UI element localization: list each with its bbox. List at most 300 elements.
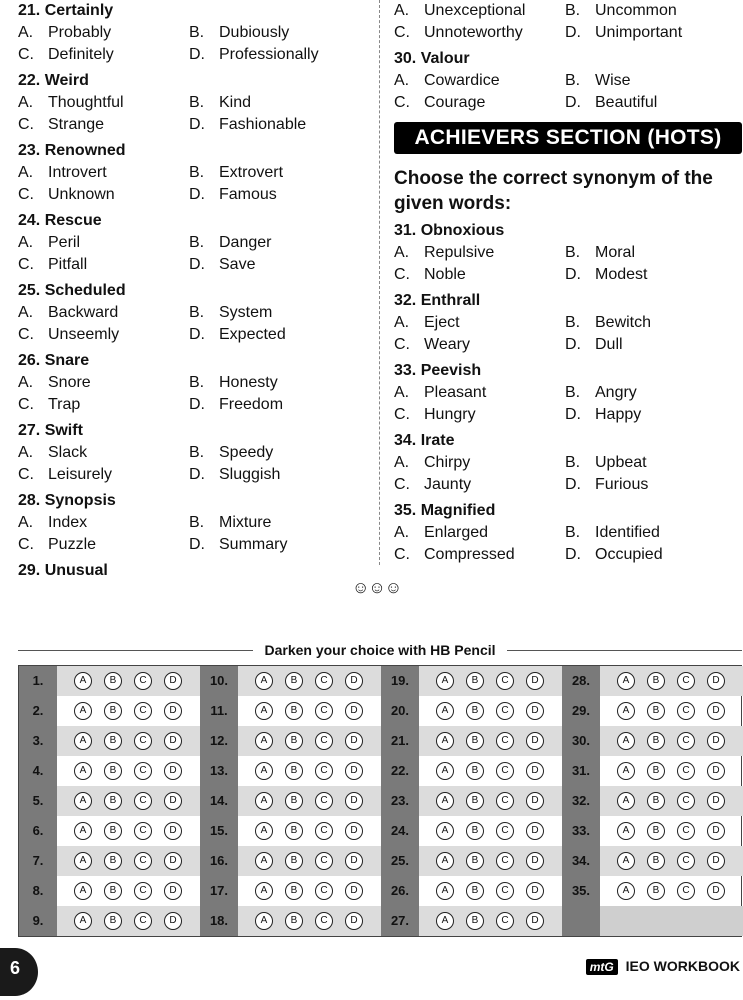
answer-option[interactable] xyxy=(394,92,485,114)
answer-bubble-d[interactable]: D xyxy=(345,912,363,930)
option-letter: A. xyxy=(18,514,34,531)
answer-option[interactable] xyxy=(18,442,87,464)
option-text: Upbeat xyxy=(595,454,647,471)
answer-option[interactable] xyxy=(189,324,286,346)
answer-bubble-a[interactable]: A xyxy=(617,762,635,780)
option-letter: C. xyxy=(18,326,34,343)
option-letter: D. xyxy=(189,466,205,483)
answer-bubble-d[interactable]: D xyxy=(526,822,544,840)
answer-option[interactable] xyxy=(189,534,287,556)
option-letter: B. xyxy=(189,24,205,41)
answer-option[interactable] xyxy=(18,534,96,556)
answer-bubble-d[interactable]: D xyxy=(526,912,544,930)
answer-bubble-c[interactable]: C xyxy=(677,762,695,780)
answer-bubble-d[interactable]: D xyxy=(526,702,544,720)
answer-bubble-d[interactable]: D xyxy=(707,672,725,690)
answer-bubble-d[interactable]: D xyxy=(164,882,182,900)
option-text: Leisurely xyxy=(48,466,113,483)
answer-bubble-c[interactable]: C xyxy=(134,882,152,900)
bubble-group xyxy=(419,816,562,846)
answer-bubble-a[interactable]: A xyxy=(74,822,92,840)
answer-bubble-c[interactable]: C xyxy=(496,702,514,720)
answer-bubble-d[interactable]: D xyxy=(707,762,725,780)
answer-bubble-c[interactable]: C xyxy=(496,672,514,690)
answer-option[interactable] xyxy=(18,92,124,114)
answer-option[interactable] xyxy=(394,22,523,44)
answer-bubble-c[interactable]: C xyxy=(677,792,695,810)
answer-bubble-d[interactable]: D xyxy=(345,762,363,780)
answer-bubble-b[interactable]: B xyxy=(104,792,122,810)
answer-bubble-b[interactable]: B xyxy=(285,732,303,750)
answer-bubble-d[interactable]: D xyxy=(707,702,725,720)
option-letter: C. xyxy=(394,24,410,41)
answer-option[interactable] xyxy=(394,242,494,264)
answer-option[interactable] xyxy=(565,522,660,544)
option-text: Unknown xyxy=(48,186,115,203)
answer-option[interactable] xyxy=(565,474,648,496)
answer-row xyxy=(381,666,562,696)
answer-bubble-a[interactable]: A xyxy=(255,702,273,720)
answer-bubble-a[interactable]: A xyxy=(617,852,635,870)
option-row xyxy=(394,312,742,334)
option-text: Occupied xyxy=(595,546,663,563)
answer-bubble-c[interactable]: C xyxy=(134,792,152,810)
answer-option[interactable] xyxy=(189,512,271,534)
answer-option[interactable] xyxy=(189,184,277,206)
option-letter: D. xyxy=(565,336,581,353)
answer-bubble-d[interactable]: D xyxy=(164,762,182,780)
answer-bubble-b[interactable]: B xyxy=(647,762,665,780)
answer-row xyxy=(200,696,381,726)
answer-bubble-a[interactable]: A xyxy=(436,852,454,870)
bubble-group xyxy=(238,726,381,756)
answer-bubble-b[interactable]: B xyxy=(104,822,122,840)
answer-bubble-a[interactable]: A xyxy=(74,732,92,750)
answer-bubble-c[interactable]: C xyxy=(496,852,514,870)
option-letter: D. xyxy=(189,116,205,133)
bubble-group xyxy=(419,846,562,876)
answer-bubble-d[interactable]: D xyxy=(707,852,725,870)
question-title: 34. Irate xyxy=(394,432,455,449)
answer-option[interactable] xyxy=(565,404,641,426)
answer-bubble-d[interactable]: D xyxy=(707,822,725,840)
answer-option[interactable] xyxy=(189,232,271,254)
answer-bubble-c[interactable]: C xyxy=(315,732,333,750)
bubble-group xyxy=(238,876,381,906)
answer-bubble-c[interactable]: C xyxy=(677,732,695,750)
option-row xyxy=(18,254,363,276)
answer-bubble-c[interactable]: C xyxy=(134,762,152,780)
hots-banner: ACHIEVERS SECTION (HOTS) xyxy=(394,122,742,154)
answer-bubble-c[interactable]: C xyxy=(496,792,514,810)
answer-bubble-a[interactable]: A xyxy=(74,702,92,720)
option-text: Slack xyxy=(48,444,88,461)
answer-bubble-c[interactable]: C xyxy=(134,702,152,720)
option-text: Jaunty xyxy=(424,476,472,493)
answer-bubble-b[interactable]: B xyxy=(104,732,122,750)
answer-bubble-c[interactable]: C xyxy=(134,912,152,930)
answer-bubble-c[interactable]: C xyxy=(496,882,514,900)
answer-bubble-b[interactable]: B xyxy=(647,822,665,840)
answer-bubble-b[interactable]: B xyxy=(104,672,122,690)
answer-option[interactable] xyxy=(565,452,647,474)
answer-row xyxy=(19,846,200,876)
option-text: Courage xyxy=(424,94,486,111)
answer-option[interactable] xyxy=(565,70,631,92)
answer-sheet-header xyxy=(18,640,742,660)
left-column xyxy=(18,0,363,582)
answer-row xyxy=(200,816,381,846)
answer-row xyxy=(562,786,743,816)
answer-bubble-c[interactable]: C xyxy=(677,852,695,870)
option-letter: C. xyxy=(394,266,410,283)
answer-bubble-b[interactable]: B xyxy=(466,912,484,930)
answer-bubble-a[interactable]: A xyxy=(74,762,92,780)
answer-bubble-a[interactable]: A xyxy=(617,792,635,810)
answer-option[interactable] xyxy=(189,372,278,394)
answer-bubble-b[interactable]: B xyxy=(466,882,484,900)
option-text: Furious xyxy=(595,476,649,493)
answer-bubble-d[interactable]: D xyxy=(345,792,363,810)
answer-bubble-c[interactable]: C xyxy=(315,822,333,840)
answer-bubble-d[interactable]: D xyxy=(164,912,182,930)
answer-row xyxy=(200,666,381,696)
answer-bubble-d[interactable]: D xyxy=(526,792,544,810)
question-number: 27. xyxy=(390,913,410,928)
answer-option[interactable] xyxy=(18,44,114,66)
answer-bubble-c[interactable]: C xyxy=(315,882,333,900)
option-letter: D. xyxy=(189,326,205,343)
answer-option[interactable] xyxy=(189,394,283,416)
answer-bubble-c[interactable]: C xyxy=(315,792,333,810)
answer-bubble-b[interactable]: B xyxy=(647,732,665,750)
answer-bubble-a[interactable]: A xyxy=(436,912,454,930)
answer-bubble-a[interactable]: A xyxy=(74,852,92,870)
answer-bubble-d[interactable]: D xyxy=(164,852,182,870)
option-text: Moral xyxy=(595,244,636,261)
answer-row xyxy=(381,786,562,816)
option-text: Compressed xyxy=(424,546,515,563)
answer-row xyxy=(562,816,743,846)
answer-bubble-b[interactable]: B xyxy=(285,762,303,780)
answer-bubble-c[interactable]: C xyxy=(134,852,152,870)
answer-bubble-b[interactable]: B xyxy=(466,852,484,870)
answer-bubble-b[interactable]: B xyxy=(104,882,122,900)
answer-option[interactable] xyxy=(394,0,525,22)
answer-bubble-b[interactable]: B xyxy=(285,672,303,690)
answer-option[interactable] xyxy=(394,544,515,566)
answer-bubble-a[interactable]: A xyxy=(255,672,273,690)
answer-bubble-c[interactable]: C xyxy=(496,762,514,780)
answer-bubble-b[interactable]: B xyxy=(285,822,303,840)
question-number: 35. xyxy=(571,883,591,898)
answer-option[interactable] xyxy=(189,44,319,66)
answer-row xyxy=(200,876,381,906)
answer-bubble-b[interactable]: B xyxy=(647,672,665,690)
answer-bubble-b[interactable]: B xyxy=(285,882,303,900)
answer-bubble-d[interactable]: D xyxy=(164,672,182,690)
answer-bubble-d[interactable]: D xyxy=(707,882,725,900)
question-number: 10. xyxy=(209,673,229,688)
option-text: Probably xyxy=(48,24,112,41)
answer-bubble-a[interactable]: A xyxy=(74,672,92,690)
answer-bubble-b[interactable]: B xyxy=(104,852,122,870)
option-row xyxy=(394,522,742,544)
answer-bubble-a[interactable]: A xyxy=(255,882,273,900)
answer-bubble-a[interactable]: A xyxy=(255,912,273,930)
bubble-group xyxy=(419,876,562,906)
option-row xyxy=(394,382,742,404)
answer-option[interactable] xyxy=(18,254,87,276)
answer-bubble-b[interactable]: B xyxy=(285,792,303,810)
answer-option[interactable] xyxy=(565,22,682,44)
answer-bubble-b[interactable]: B xyxy=(466,762,484,780)
answer-option[interactable] xyxy=(394,404,476,426)
answer-bubble-b[interactable]: B xyxy=(647,702,665,720)
answer-bubble-a[interactable]: A xyxy=(436,732,454,750)
answer-option[interactable] xyxy=(18,22,111,44)
option-letter: C. xyxy=(18,46,34,63)
answer-option[interactable] xyxy=(189,162,283,184)
option-text: Index xyxy=(48,514,88,531)
option-letter: C. xyxy=(18,536,34,553)
answer-bubble-a[interactable]: A xyxy=(436,672,454,690)
option-letter: B. xyxy=(189,374,205,391)
answer-bubble-c[interactable]: C xyxy=(315,852,333,870)
answer-option[interactable] xyxy=(18,184,115,206)
answer-option[interactable] xyxy=(394,452,470,474)
answer-option[interactable] xyxy=(394,312,460,334)
question-item xyxy=(18,420,363,486)
question-item xyxy=(394,360,742,426)
option-letter: D. xyxy=(189,536,205,553)
answer-option[interactable] xyxy=(18,302,118,324)
option-letter: A. xyxy=(18,374,34,391)
answer-bubble-d[interactable]: D xyxy=(164,822,182,840)
question-item xyxy=(18,350,363,416)
answer-option[interactable] xyxy=(565,242,635,264)
answer-bubble-b[interactable]: B xyxy=(466,822,484,840)
answer-bubble-a[interactable]: A xyxy=(255,732,273,750)
question-title: 25. Scheduled xyxy=(18,282,126,299)
answer-sheet-heading: Darken your choice with HB Pencil xyxy=(264,642,496,658)
option-letter: A. xyxy=(394,384,410,401)
option-text: Danger xyxy=(219,234,272,251)
answer-option[interactable] xyxy=(394,474,471,496)
answer-bubble-a[interactable]: A xyxy=(255,822,273,840)
answer-option[interactable] xyxy=(565,264,647,286)
answer-bubble-d[interactable]: D xyxy=(164,732,182,750)
answer-bubble-a[interactable]: A xyxy=(617,672,635,690)
answer-option[interactable] xyxy=(394,334,470,356)
answer-bubble-d[interactable]: D xyxy=(164,792,182,810)
answer-bubble-c[interactable]: C xyxy=(315,702,333,720)
right-questions-b xyxy=(394,220,742,566)
answer-bubble-d[interactable]: D xyxy=(345,852,363,870)
answer-option[interactable] xyxy=(189,22,289,44)
answer-bubble-b[interactable]: B xyxy=(104,702,122,720)
answer-bubble-c[interactable]: C xyxy=(496,732,514,750)
answer-bubble-a[interactable]: A xyxy=(74,882,92,900)
answer-option[interactable] xyxy=(394,264,466,286)
answer-bubble-a[interactable]: A xyxy=(617,732,635,750)
question-number: 24. xyxy=(390,823,410,838)
answer-bubble-a[interactable]: A xyxy=(436,792,454,810)
answer-bubble-c[interactable]: C xyxy=(134,672,152,690)
answer-bubble-a[interactable]: A xyxy=(436,882,454,900)
bubble-group xyxy=(600,696,743,726)
option-row xyxy=(18,232,363,254)
option-letter: B. xyxy=(565,524,581,541)
answer-bubble-c[interactable]: C xyxy=(677,822,695,840)
answer-bubble-b[interactable]: B xyxy=(466,792,484,810)
answer-bubble-b[interactable]: B xyxy=(466,702,484,720)
answer-bubble-a[interactable]: A xyxy=(617,882,635,900)
answer-option[interactable] xyxy=(565,92,657,114)
answer-bubble-d[interactable]: D xyxy=(345,732,363,750)
answer-option[interactable] xyxy=(565,0,677,22)
question-item xyxy=(394,290,742,356)
question-title: 28. Synopsis xyxy=(18,492,116,509)
bubble-group xyxy=(57,906,200,936)
footer-brand xyxy=(586,958,740,975)
answer-row xyxy=(381,876,562,906)
answer-option[interactable] xyxy=(18,464,112,486)
option-letter: A. xyxy=(18,164,34,181)
answer-option[interactable] xyxy=(394,70,500,92)
answer-bubble-d[interactable]: D xyxy=(707,792,725,810)
answer-option[interactable] xyxy=(394,382,486,404)
question-number: 13. xyxy=(209,763,229,778)
answer-bubble-c[interactable]: C xyxy=(677,882,695,900)
option-text: Happy xyxy=(595,406,642,423)
answer-bubble-d[interactable]: D xyxy=(526,882,544,900)
answer-bubble-a[interactable]: A xyxy=(617,822,635,840)
answer-option[interactable] xyxy=(18,114,104,136)
answer-bubble-a[interactable]: A xyxy=(255,792,273,810)
answer-bubble-b[interactable]: B xyxy=(647,852,665,870)
answer-bubble-c[interactable]: C xyxy=(315,672,333,690)
question-number: 26. xyxy=(390,883,410,898)
option-text: Save xyxy=(219,256,256,273)
option-row xyxy=(18,464,363,486)
answer-option[interactable] xyxy=(18,372,91,394)
answer-option[interactable] xyxy=(189,92,251,114)
answer-bubble-d[interactable]: D xyxy=(707,732,725,750)
answer-bubble-a[interactable]: A xyxy=(436,702,454,720)
question-title: 22. Weird xyxy=(18,72,89,89)
answer-bubble-a[interactable]: A xyxy=(74,912,92,930)
question-number: 7. xyxy=(32,853,44,868)
answer-option[interactable] xyxy=(189,442,273,464)
answer-option[interactable] xyxy=(18,394,80,416)
option-text: Definitely xyxy=(48,46,114,63)
answer-bubble-c[interactable]: C xyxy=(134,732,152,750)
bubble-group xyxy=(419,906,562,936)
answer-bubble-c[interactable]: C xyxy=(134,822,152,840)
option-text: Thoughtful xyxy=(48,94,124,111)
answer-bubble-c[interactable]: C xyxy=(315,912,333,930)
answer-bubble-d[interactable]: D xyxy=(345,702,363,720)
answer-bubble-d[interactable]: D xyxy=(526,762,544,780)
answer-row xyxy=(19,786,200,816)
bubble-group xyxy=(57,786,200,816)
answer-bubble-b[interactable]: B xyxy=(647,882,665,900)
answer-column xyxy=(381,666,562,936)
answer-bubble-a[interactable]: A xyxy=(436,822,454,840)
answer-bubble-c[interactable]: C xyxy=(315,762,333,780)
answer-row xyxy=(19,726,200,756)
option-letter: C. xyxy=(18,256,34,273)
question-number: 5. xyxy=(32,793,44,808)
option-letter: C. xyxy=(394,336,410,353)
question-number: 16. xyxy=(209,853,229,868)
answer-option[interactable] xyxy=(189,254,255,276)
answer-bubble-b[interactable]: B xyxy=(647,792,665,810)
answer-option[interactable] xyxy=(565,382,637,404)
answer-bubble-d[interactable]: D xyxy=(345,882,363,900)
answer-bubble-d[interactable]: D xyxy=(345,822,363,840)
answer-bubble-c[interactable]: C xyxy=(677,672,695,690)
answer-bubble-a[interactable]: A xyxy=(255,762,273,780)
option-letter: B. xyxy=(565,454,581,471)
bubble-group xyxy=(600,726,743,756)
answer-bubble-b[interactable]: B xyxy=(285,912,303,930)
answer-bubble-d[interactable]: D xyxy=(345,672,363,690)
answer-bubble-d[interactable]: D xyxy=(526,732,544,750)
answer-option[interactable] xyxy=(18,324,119,346)
answer-option[interactable] xyxy=(394,522,488,544)
answer-option[interactable] xyxy=(565,312,651,334)
answer-bubble-a[interactable]: A xyxy=(617,702,635,720)
answer-option[interactable] xyxy=(565,334,623,356)
answer-bubble-c[interactable]: C xyxy=(496,912,514,930)
answer-bubble-b[interactable]: B xyxy=(466,732,484,750)
question-title: 32. Enthrall xyxy=(394,292,481,309)
answer-bubble-d[interactable]: D xyxy=(526,672,544,690)
question-number: 21. xyxy=(390,733,410,748)
answer-bubble-c[interactable]: C xyxy=(496,822,514,840)
answer-bubble-a[interactable]: A xyxy=(255,852,273,870)
question-title: 33. Peevish xyxy=(394,362,482,379)
answer-bubble-a[interactable]: A xyxy=(74,792,92,810)
answer-option[interactable] xyxy=(565,544,663,566)
answer-option[interactable] xyxy=(189,114,306,136)
option-row xyxy=(394,22,742,44)
answer-option[interactable] xyxy=(18,512,87,534)
answer-bubble-d[interactable]: D xyxy=(164,702,182,720)
bubble-group xyxy=(600,756,743,786)
option-letter: C. xyxy=(18,186,34,203)
answer-bubble-c[interactable]: C xyxy=(677,702,695,720)
option-text: Extrovert xyxy=(219,164,284,181)
answer-option[interactable] xyxy=(18,232,80,254)
answer-bubble-d[interactable]: D xyxy=(526,852,544,870)
answer-bubble-b[interactable]: B xyxy=(466,672,484,690)
bubble-group xyxy=(238,666,381,696)
option-letter: B. xyxy=(189,234,205,251)
answer-bubble-b[interactable]: B xyxy=(285,702,303,720)
answer-bubble-b[interactable]: B xyxy=(104,762,122,780)
answer-bubble-a[interactable]: A xyxy=(436,762,454,780)
answer-option[interactable] xyxy=(189,464,280,486)
answer-bubble-b[interactable]: B xyxy=(285,852,303,870)
answer-option[interactable] xyxy=(18,162,107,184)
option-letter: A. xyxy=(394,72,410,89)
answer-bubble-b[interactable]: B xyxy=(104,912,122,930)
answer-option[interactable] xyxy=(189,302,272,324)
bubble-group xyxy=(57,816,200,846)
